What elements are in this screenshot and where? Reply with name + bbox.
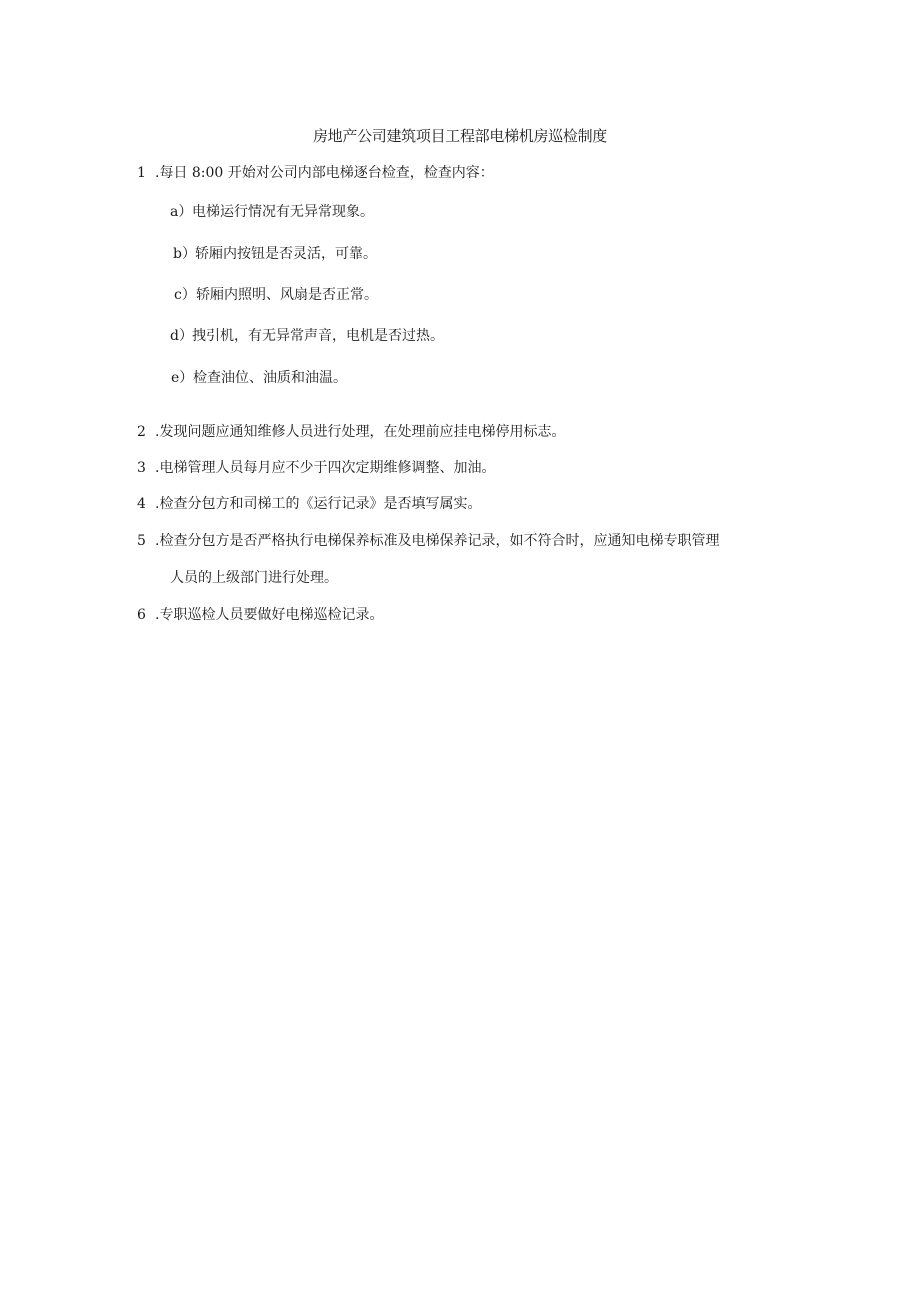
sub-item-text: 电梯运行情况有无异常现象。 xyxy=(192,204,374,220)
list-item-5 xyxy=(137,530,719,552)
item-text: .发现问题应通知维修人员进行处理，在处理前应挂电梯停用标志。 xyxy=(155,424,566,440)
sub-item-a xyxy=(170,201,374,223)
sub-item-text: 轿厢内按钮是否灵活，可靠。 xyxy=(195,246,377,262)
document-title: 房地产公司建筑项目工程部电梯机房巡检制度 xyxy=(312,127,607,145)
item-text: .电梯管理人员每月应不少于四次定期维修调整、加油。 xyxy=(155,460,496,476)
sub-item-b xyxy=(173,243,377,265)
sub-item-e xyxy=(171,367,347,389)
item-number: 4 xyxy=(137,496,146,512)
list-item-4 xyxy=(137,493,481,515)
list-item-5-continuation: 人员的上级部门进行处理。 xyxy=(170,570,338,586)
item-text: .每日 8:00 开始对公司内部电梯逐台检查，检查内容： xyxy=(155,165,494,181)
list-item-1 xyxy=(137,162,494,184)
item-number: 2 xyxy=(137,424,146,440)
item-text: .专职巡检人员要做好电梯巡检记录。 xyxy=(155,607,384,623)
item-number: 6 xyxy=(137,607,146,623)
item-text: .检查分包方和司梯工的《运行记录》是否填写属实。 xyxy=(155,496,482,512)
sub-item-c xyxy=(174,284,378,306)
item-text: .检查分包方是否严格执行电梯保养标准及电梯保养记录，如不符合时，应通知电梯专职管理 xyxy=(155,533,720,549)
sub-item-label: e） xyxy=(171,370,194,386)
list-item-3 xyxy=(137,457,495,479)
sub-item-text: 检查油位、油质和油温。 xyxy=(193,370,347,386)
list-item-6 xyxy=(137,604,383,626)
item-number: 1 xyxy=(137,165,146,181)
sub-item-text: 轿厢内照明、风扇是否正常。 xyxy=(196,287,378,303)
item-number: 5 xyxy=(137,533,146,549)
sub-item-d xyxy=(170,325,444,347)
item-number: 3 xyxy=(137,460,146,476)
sub-item-text: 拽引机，有无异常声音，电机是否过热。 xyxy=(192,328,444,344)
sub-item-label: d） xyxy=(170,328,193,344)
sub-item-label: c） xyxy=(174,287,196,303)
list-item-2 xyxy=(137,421,565,443)
sub-item-label: a） xyxy=(170,204,193,220)
sub-item-label: b） xyxy=(173,246,196,262)
